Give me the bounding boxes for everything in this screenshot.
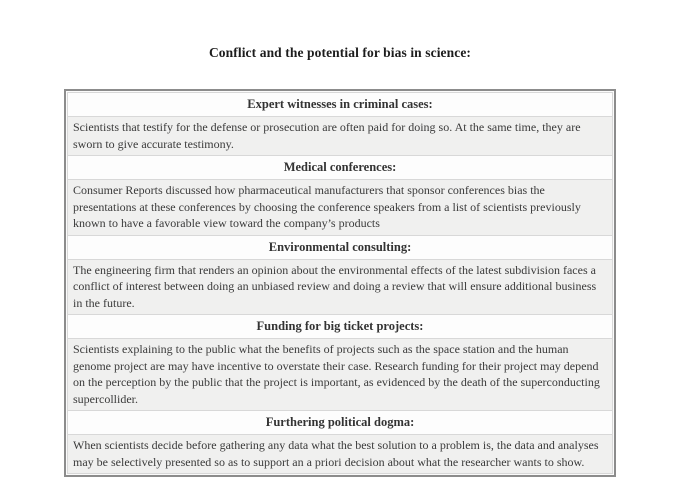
section-body-funding-big-ticket: Scientists explaining to the public what the benefits of projects such as the space station and the human genome project are may have incentive to overstate their case. Research funding for their project may depend on the perception by the public that the project is important, as evidenced by the death of the superconducting supercollider. [67,338,613,411]
section-header-funding-big-ticket: Funding for big ticket projects: [67,314,613,339]
section-body-medical-conferences: Consumer Reports discussed how pharmaceutical manufacturers that sponsor conferences bias the presentations at these conferences by choosing the conference speakers from a list of scientists previously known to have a favorable view toward the company’s products [67,179,613,236]
section-body-expert-witnesses: Scientists that testify for the defense or prosecution are often paid for doing so. At the same time, they are sworn to give accurate testimony. [67,116,613,156]
page-title: Conflict and the potential for bias in science: [208,45,472,60]
bias-table [64,89,616,477]
section-header-environmental-consulting: Environmental consulting: [67,235,613,260]
section-header-political-dogma: Furthering political dogma: [67,410,613,435]
section-body-political-dogma: When scientists decide before gathering any data what the best solution to a problem is, the data and analyses may be selectively presented so as to support an a priori decision about what the researcher wants to show. [67,434,613,474]
section-header-medical-conferences: Medical conferences: [67,155,613,180]
section-body-environmental-consulting: The engineering firm that renders an opinion about the environmental effects of the latest subdivision faces a conflict of interest between doing an unbiased review and doing a review that will ensure additional business in the future. [67,259,613,316]
section-header-expert-witnesses: Expert witnesses in criminal cases: [67,92,613,117]
